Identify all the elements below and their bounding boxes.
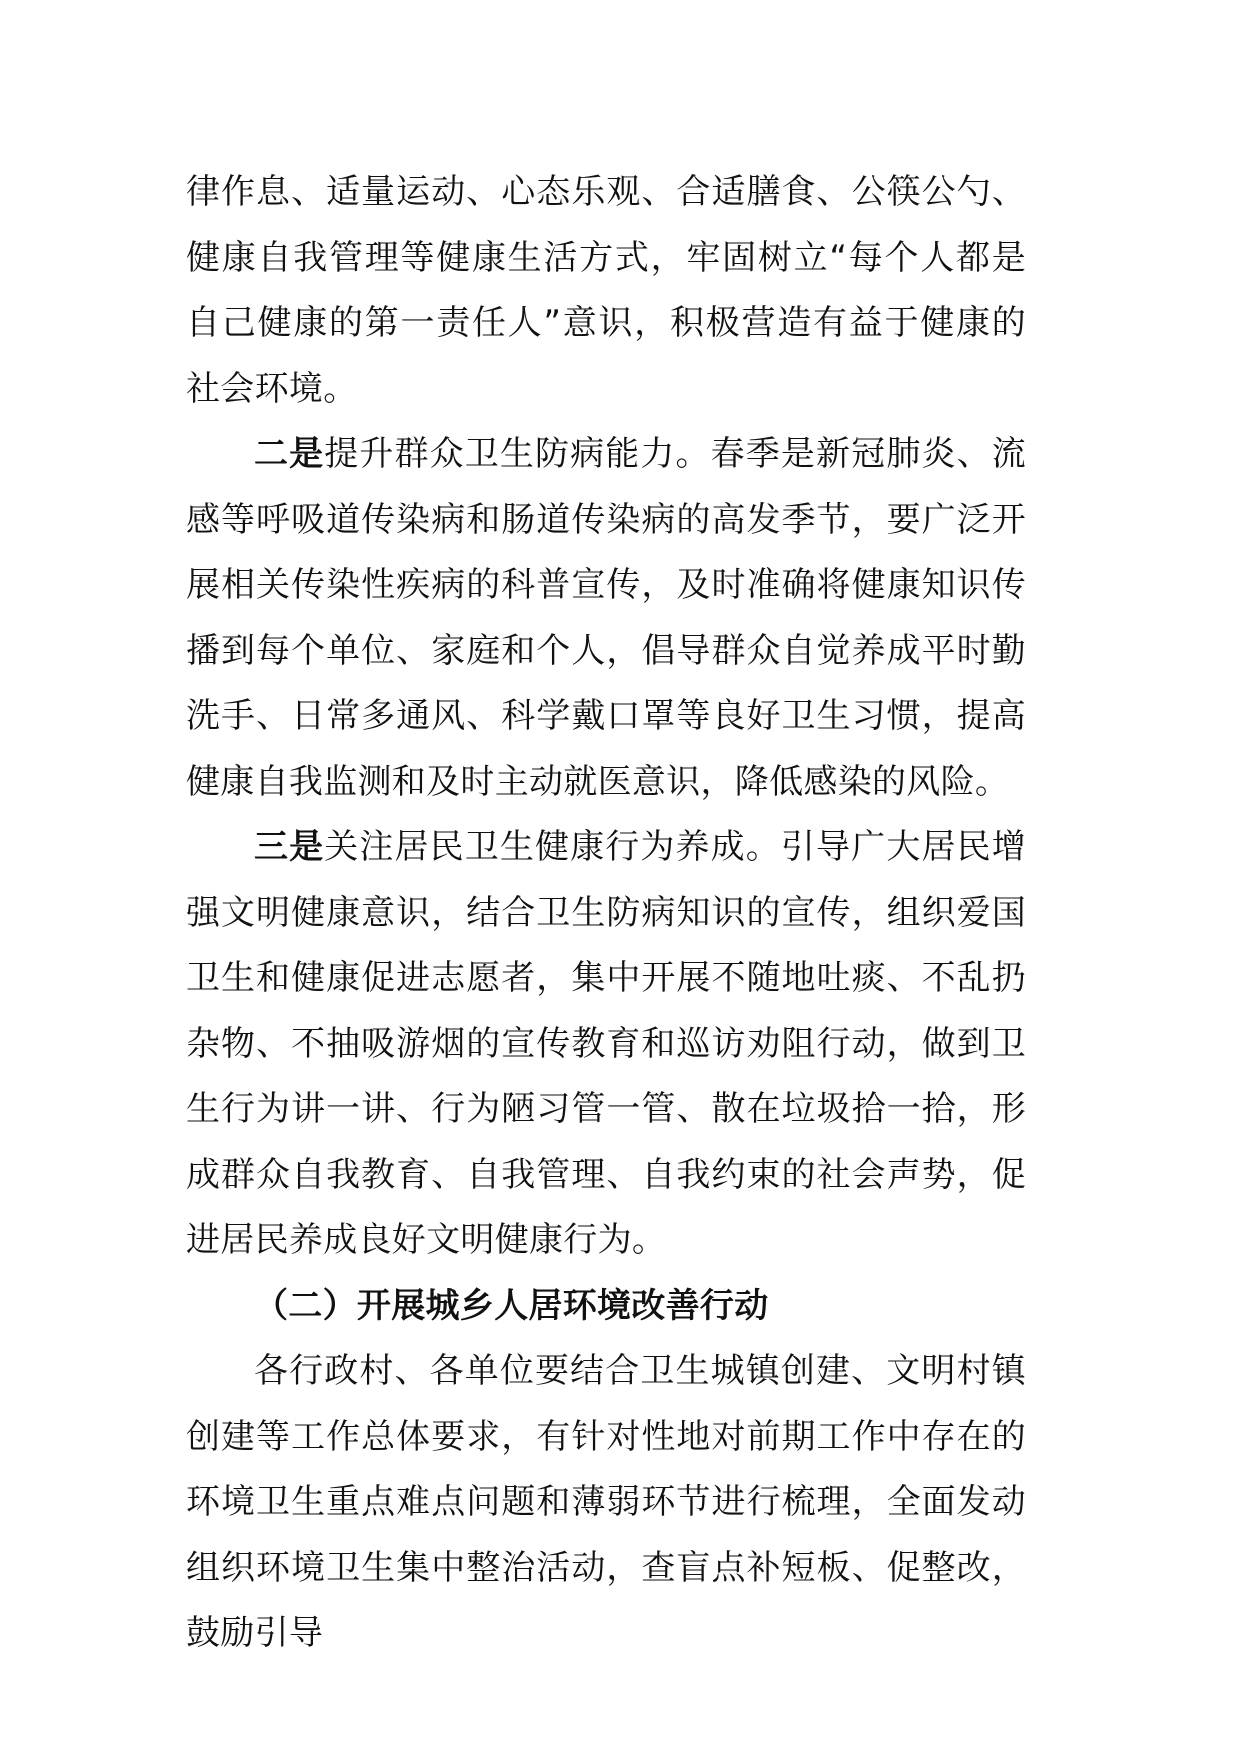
paragraph-disease-prevention	[186, 422, 1026, 815]
paragraph-text: 律作息、适量运动、心态乐观、合适膳食、公筷公勺、健康自我管理等健康生活方式，牢固树立“每个人都是自己健康的第一责任人”意识，积极营造有益于健康的社会环境。	[186, 172, 1026, 409]
section-heading: （二）开展城乡人居环境改善行动	[254, 1285, 769, 1326]
paragraph-healthy-lifestyle	[186, 160, 1026, 422]
paragraph-health-behavior	[186, 815, 1026, 1274]
paragraph-environment-improvement	[186, 1339, 1026, 1667]
paragraph-text: 提升群众卫生防病能力。春季是新冠肺炎、流感等呼吸道传染病和肠道传染病的高发季节，要广泛开展相关传染性疾病的科普宣传，及时准确将健康知识传播到每个单位、家庭和个人，倡导群众自觉养成平时勤洗手、日常多通风、科学戴口罩等良好卫生习惯，提高健康自我监测和及时主动就医意识，降低感染的风险。	[186, 434, 1026, 802]
paragraph-lead: 二是	[254, 434, 325, 474]
paragraph-lead: 三是	[254, 827, 325, 867]
document-body	[186, 160, 1026, 1667]
paragraph-text: 关注居民卫生健康行为养成。引导广大居民增强文明健康意识，结合卫生防病知识的宣传，组织爱国卫生和健康促进志愿者，集中开展不随地吐痰、不乱扔杂物、不抽吸游烟的宣传教育和巡访劝阻行动，做到卫生行为讲一讲、行为陋习管一管、散在垃圾拾一拾，形成群众自我教育、自我管理、自我约束的社会声势，促进居民养成良好文明健康行为。	[186, 827, 1026, 1260]
paragraph-text: 各行政村、各单位要结合卫生城镇创建、文明村镇创建等工作总体要求，有针对性地对前期工作中存在的环境卫生重点难点问题和薄弱环节进行梳理，全面发动组织环境卫生集中整治活动，查盲点补短板、促整改，鼓励引导	[186, 1351, 1026, 1653]
